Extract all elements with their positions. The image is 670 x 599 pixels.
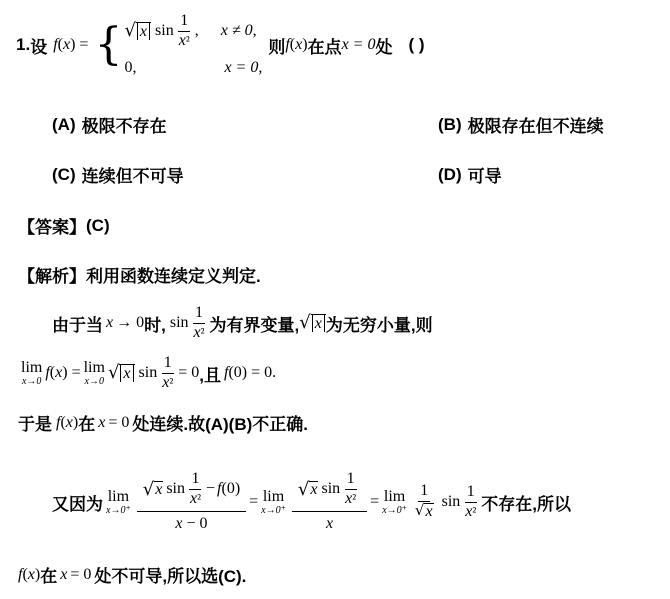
analysis-l4-a: 又因为 xyxy=(52,494,103,514)
option-d-text: 可导 xyxy=(467,167,502,186)
case-2-condition: x = 0, xyxy=(224,59,263,76)
case-1: √ x sin $\frac{1}{\text{x²}}$ , x ≠ 0, xyxy=(124,12,257,49)
option-d-label: (D) xyxy=(438,164,462,184)
option-c xyxy=(52,162,184,187)
option-c-text: 连续但不可导 xyxy=(81,167,184,186)
option-b-text: 极限存在但不连续 xyxy=(467,117,604,136)
analysis-l4-b: 不存在,所以 xyxy=(481,494,572,514)
analysis-line-3: 于是 f ( x ) 在 x = 0 处连续.故(A)(B)不正确. xyxy=(18,410,308,435)
case-2 xyxy=(124,59,262,77)
option-a-label: (A) xyxy=(52,114,76,134)
case-1-condition: x ≠ 0, xyxy=(220,22,257,40)
analysis-l3-a: 于是 xyxy=(18,415,52,434)
analysis-l1-a: 由于当 xyxy=(52,315,103,335)
analysis-tag: 【解析】 xyxy=(18,267,86,286)
analysis-line-5: f ( x ) 在 x = 0 处不可导,所以选(C). xyxy=(18,562,246,587)
analysis-l1-d: 为无穷小量,则 xyxy=(325,315,433,335)
analysis-l2-tail: . xyxy=(272,364,277,381)
analysis-l5-a: 在 xyxy=(40,567,58,586)
analysis-l3-b: 在 xyxy=(78,415,96,434)
question-stem-start: 设 xyxy=(30,37,48,57)
case-2-value: 0, xyxy=(124,59,137,76)
option-a-text: 极限不存在 xyxy=(81,117,167,136)
answer-tag: 【答案】 xyxy=(18,218,86,237)
question-number: 1. xyxy=(16,35,31,54)
option-b-label: (B) xyxy=(438,114,462,134)
piecewise-cases xyxy=(124,13,262,77)
option-a xyxy=(52,112,167,137)
question-line: 1. 设 f ( x ) = { √ x sin $\frac{1}{\text{x²}}$ , x ≠ 0, 0, x = 0, 则 f ( x ) 在点 x = 0 处 ( ) xyxy=(16,12,425,76)
piecewise-brace: { xyxy=(94,19,123,70)
analysis-l2-end: ,且 xyxy=(199,365,221,385)
analysis-line-2: lim x→0 f ( x ) = lim x→0 √ x sin $\frac{1}{\text{x²}}$ = 0 ,且 f (0) = 0 . xyxy=(21,353,277,391)
analysis-intro-line xyxy=(18,262,261,287)
option-c-label: (C) xyxy=(52,164,76,184)
analysis-line-4: 又因为 lim x→0⁺ √ x sin $\frac{1}{\text{x²}}$ − f (0) x − 0 = lim x→0⁺ √ x sin $\frac{1}{\text{x²}}$ x = lim x→0⁺ 1 √ x sin $\frac{1}{\text{x²}}$ 不存在,所以 xyxy=(52,470,572,532)
answer-value: (C) xyxy=(86,215,110,235)
question-stem-end: 处 xyxy=(375,37,393,57)
analysis-l5-b: 处不可导,所以选(C). xyxy=(94,567,247,586)
question-point: x = 0 xyxy=(341,36,376,53)
analysis-l1-b: 时, xyxy=(144,315,166,335)
option-b xyxy=(438,112,604,137)
analysis-l1-c: 为有界变量, xyxy=(209,315,300,335)
analysis-line-1: 由于当 x → 0 时, sin $\frac{1}{\text{x²}}$ 为有界变量, √ x 为无穷小量,则 xyxy=(52,303,433,341)
analysis-intro: 利用函数连续定义判定. xyxy=(86,267,261,286)
func-f: f xyxy=(53,36,58,53)
option-d xyxy=(438,162,502,187)
question-stem-at: 在点 xyxy=(307,37,342,57)
question-stem-mid: 则 xyxy=(268,37,286,57)
analysis-l3-c: 处连续.故(A)(B)不正确. xyxy=(132,415,309,434)
answer-line xyxy=(18,213,110,238)
answer-blank: ( ) xyxy=(408,35,425,54)
